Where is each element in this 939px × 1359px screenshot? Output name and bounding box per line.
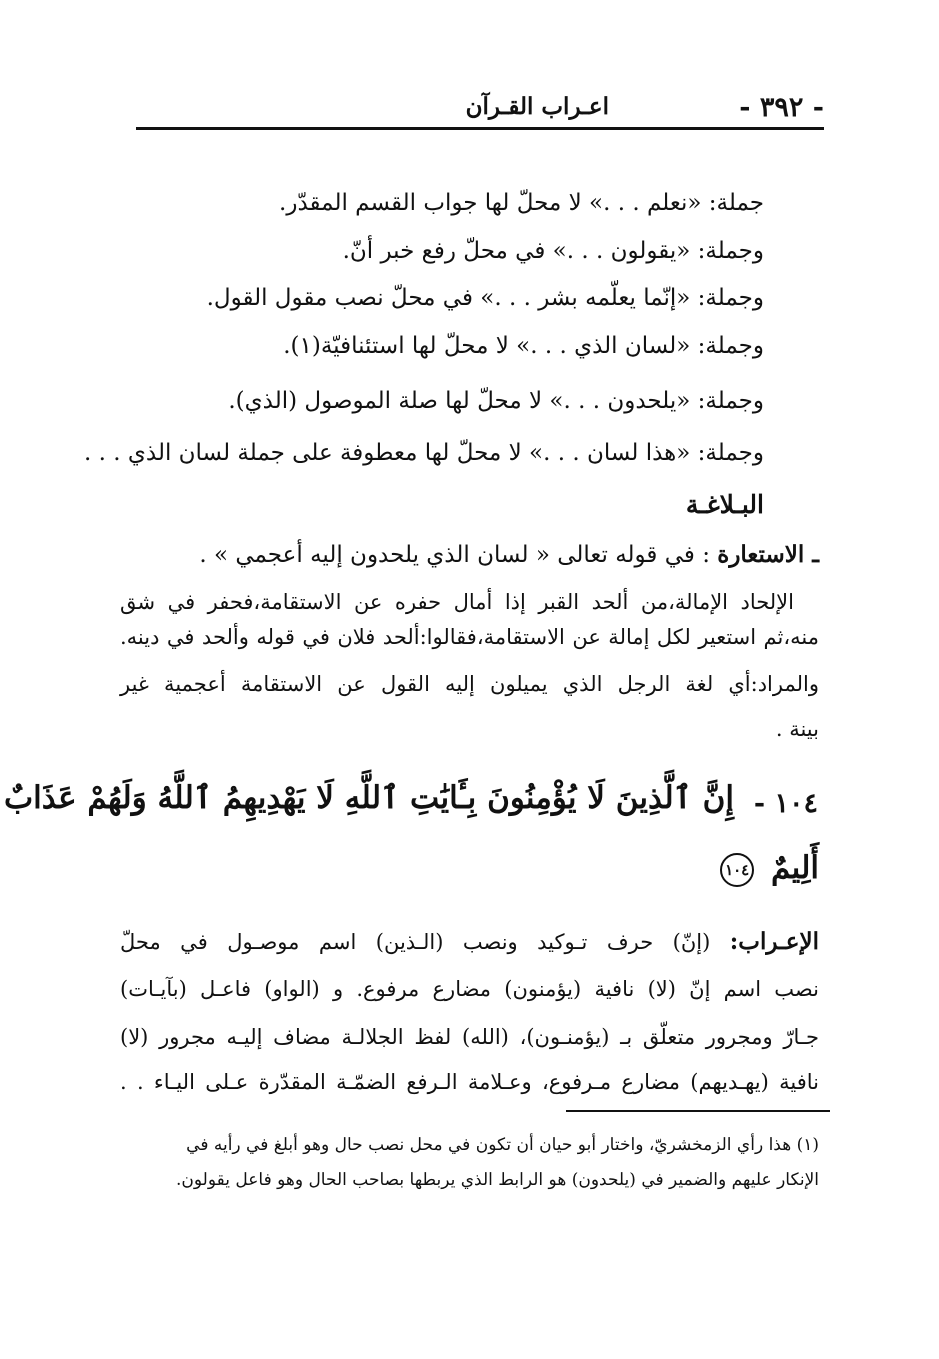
verse-number: ١٠٤ - xyxy=(753,788,818,819)
balagha-heading: البـلاغـة xyxy=(685,490,764,519)
irab-label: الإعـراب: xyxy=(729,928,819,955)
verse-line-1: إِنَّ ٱلَّذِينَ لَا يُؤْمِنُونَ بِـَٔايَٰتِ ٱللَّهِ لَا يَهْدِيهِمُ ٱللَّهُ وَلَهُمْ عَذَابٌ xyxy=(4,780,734,816)
istiara-label: ـ الاستعارة xyxy=(717,541,819,568)
irab-first-text: (إنّ) حرف تـوكيد ونصب (الـذين) اسم موصـول في محلّ xyxy=(120,930,711,954)
running-title: اعـراب القـرآن xyxy=(465,93,609,120)
verse-word-alim: أَلِيمٌ xyxy=(770,850,819,886)
page-number: - ٣٩٢ - xyxy=(739,92,824,123)
ayah-end-icon: ١٠٤ xyxy=(720,853,754,887)
footnote-line-2: الإنكار عليهم والضمير في (يلحدون) هو الرابط الذي يربطها بصاحب الحال وهو فاعل يقولون. xyxy=(176,1170,819,1190)
balagha-line-3: والمراد:أي لغة الرجل الذي يميلون إليه القول عن الاستقامة أعجمية غير xyxy=(120,672,819,696)
verse-line-2 xyxy=(720,850,819,887)
istiara-text: : في قوله تعالى « لسان الذي يلحدون إليه أعجمي » . xyxy=(199,542,710,568)
istiara-line xyxy=(199,541,819,568)
sentence-line-4: وجملة: «لسان الذي . . .» لا محلّ لها استئنافيّة(١). xyxy=(283,333,764,359)
irab-line-2: نصب اسم إنّ (لا) نافية (يؤمنون) مضارع مرفوع. و (الواو) فاعـل (بآيـات) xyxy=(120,977,819,1001)
balagha-line-1: الإلحاد الإمالة،من ألحد القبر إذا أمال حفره عن الاستقامة،فحفر في شق xyxy=(120,590,794,614)
footnote-rule xyxy=(566,1110,830,1112)
balagha-line-4: بينة . xyxy=(775,717,819,741)
header-rule xyxy=(136,127,824,130)
irab-line-3: جـارّ ومجرور متعلّق بـ (يؤمنـون)، (الله) لفظ الجلالـة مضاف إليـه مجرور (لا) xyxy=(120,1025,819,1049)
irab-line-4: نافية (يهـديهم) مضارع مـرفوع، وعـلامة الـرفع الضمّـة المقدّرة عـلى اليـاء . . xyxy=(120,1070,819,1094)
footnote-line-1: (١) هذا رأي الزمخشريّ، واختار أبو حيان أن تكون في محل نصب حال وهو أبلغ في رأيه في xyxy=(186,1135,819,1155)
irab-line-1 xyxy=(120,928,819,955)
balagha-line-2: منه،ثم استعير لكل إمالة عن الاستقامة،فقالوا:ألحد فلان في قوله وألحد في دينه. xyxy=(120,625,819,649)
sentence-line-3: وجملة: «إنّما يعلّمه بشر . . .» في محلّ نصب مقول القول. xyxy=(206,285,764,311)
sentence-line-2: وجملة: «يقولون . . .» في محلّ رفع خبر أنّ. xyxy=(342,238,764,264)
sentence-line-6: وجملة: «هذا لسان . . .» لا محلّ لها معطوفة على جملة لسان الذي . . . xyxy=(84,440,764,466)
sentence-line-1: جملة: «نعلم . . .» لا محلّ لها جواب القسم المقدّر. xyxy=(279,190,764,216)
sentence-line-5: وجملة: «يلحدون . . .» لا محلّ لها صلة الموصول (الذي). xyxy=(228,388,764,414)
